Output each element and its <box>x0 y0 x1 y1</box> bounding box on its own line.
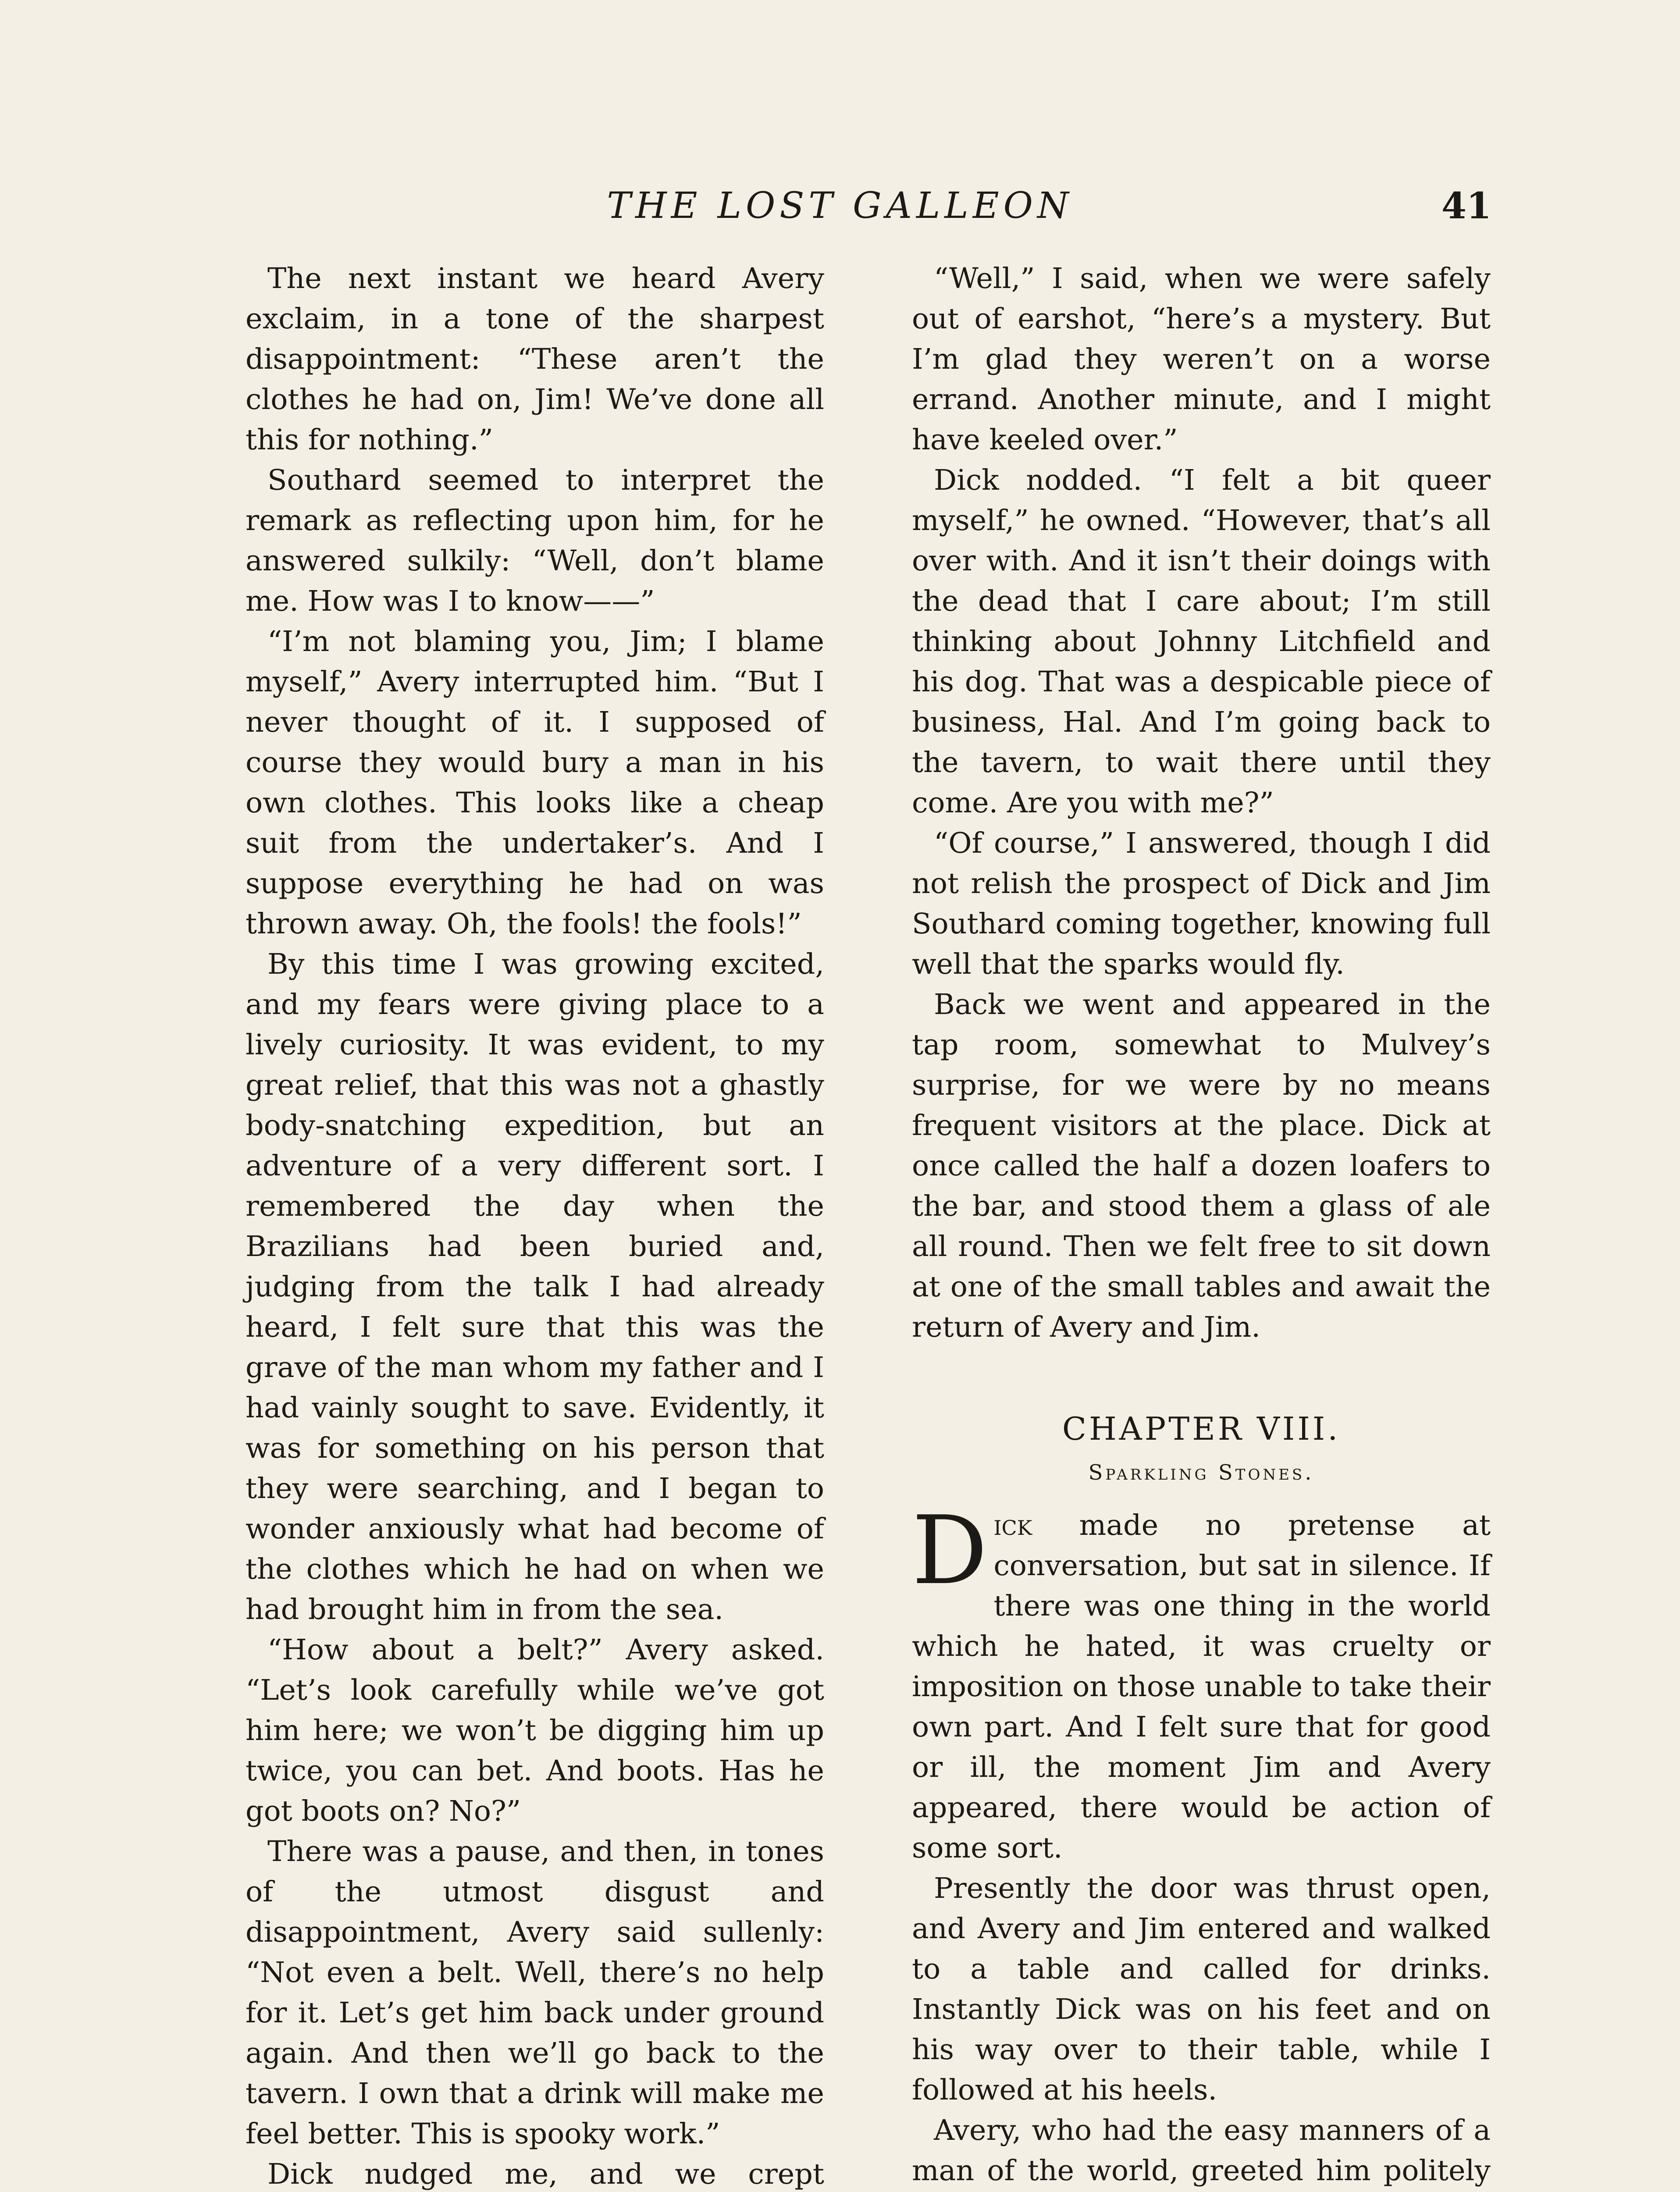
paragraph: Presently the door was thrust open, and Avery and Jim entered and walked to a table and called for drinks. Instantly Dick was on his feet and on his way over to their table, while I followed at his heels. <box>912 1872 1491 2107</box>
page-header <box>0 175 1680 237</box>
paragraph-text: made no pretense at conversation, but sat in silence. If there was one thing in the world which he hated, it was cruelty or imposition on those unable to take their own part. And I felt sure that for good or ill, the moment Jim and Avery appeared, there would be action of some sort. <box>912 1509 1491 1865</box>
paragraph: Dick nudged me, and we crept <box>267 2158 824 2191</box>
chapter-subtitle: Sparkling Stones. <box>1088 1460 1314 1485</box>
chapter-title: CHAPTER VIII. <box>1062 1410 1341 1447</box>
right-column <box>912 259 1491 2192</box>
paragraph: “Well,” I said, when we were safely out of earshot, “here’s a mystery. But I’m glad they weren’t on a worse errand. Another minute, and I might have keeled over.” <box>912 262 1491 456</box>
paragraph: “Of course,” I answered, though I did not relish the prospect of Dick and Jim Southard coming together, knowing full well that the sparks would fly. <box>912 827 1491 981</box>
drop-cap: D <box>912 1495 988 1605</box>
page-number: 41 <box>1441 185 1491 227</box>
paragraph: The next instant we heard Avery exclaim, in a tone of the sharpest disappointment: “These aren’t the clothes he had on, Jim! We’ve done all this for nothing.” <box>246 262 824 456</box>
left-column <box>246 259 824 2192</box>
paragraph: “I’m not blaming you, Jim; I blame myself,” Avery interrupted him. “But I never thought of it. I supposed of course they would bury a man in his own clothes. This looks like a cheap suit from the undertaker’s. And I suppose everything he had on was thrown away. Oh, the fools! the fools!” <box>246 625 824 940</box>
chapter-opening-paragraph <box>912 1495 1491 1868</box>
paragraph: Dick nodded. “I felt a bit queer myself,” he owned. “However, that’s all over with. And it isn’t their doings with the dead that I care about; I’m still thinking about Johnny Litchfield and his dog. That was a despicable piece of business, Hal. And I’m going back to the tavern, to wait there until they come. Are you with me?” <box>912 464 1491 819</box>
running-title: THE LOST GALLEON <box>607 185 1073 227</box>
paragraph: Back we went and appeared in the tap room, somewhat to Mulvey’s surprise, for we were by no means frequent visitors at the place. Dick at once called the half a dozen loafers to the bar, and stood them a glass of ale all round. Then we felt free to sit down at one of the small tables and await the return of Avery and Jim. <box>912 988 1491 1344</box>
paragraph: Southard seemed to interpret the remark as reflecting upon him, for he answered sulkily: “Well, don’t blame me. How was I to know——” <box>246 464 824 618</box>
lead-in-caps: ick <box>993 1509 1032 1542</box>
paragraph: Avery, who had the easy manners of a man of the world, greeted him politely <box>912 2114 1491 2187</box>
paragraph: By this time I was growing excited, and my fears were giving place to a lively curiosity. It was evident, to my great relief, that this was not a ghastly body-snatching expedition, but an adventure of a very different sort. I remembered the day when the Brazilians had been buried and, judging from the talk I had already heard, I felt sure that this was the grave of the man whom my father and I had vainly sought to save. Evidently, it was for something on his person that they were searching, and I began to wonder anxiously what had become of the clothes which he had on when we had brought him in from the sea. <box>246 948 824 1626</box>
paragraph: There was a pause, and then, in tones of the utmost disgust and disappointment, Avery said sullenly: “Not even a belt. Well, there’s no help for it. Let’s get him back under ground again. And then we’ll go back to the tavern. I own that a drink will make me feel better. This is spooky work.” <box>246 1835 824 2150</box>
paragraph: “How about a belt?” Avery asked. “Let’s look carefully while we’ve got him here; we won’t be digging him up twice, you can bet. And boots. Has he got boots on? No?” <box>246 1633 824 1828</box>
